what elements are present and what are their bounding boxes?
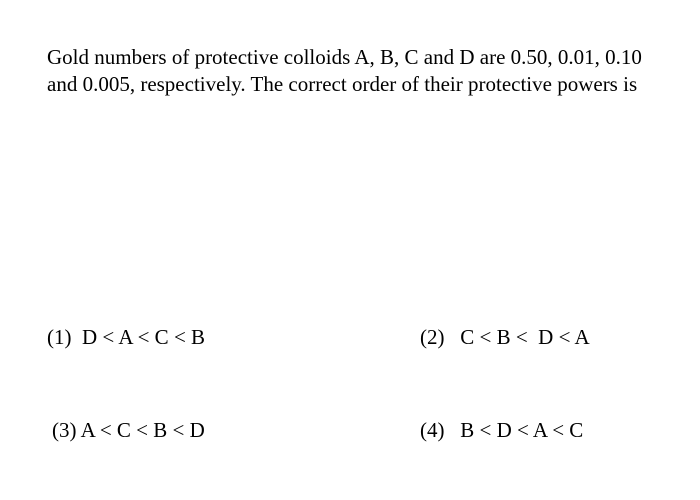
option-4: (4) B < D < A < C [420, 418, 584, 442]
question-text: Gold numbers of protective colloids A, B, C and D are 0.50, 0.01, 0.10 and 0.005, respectively. The correct order of their protective powers is [47, 45, 642, 96]
option-1: (1) D < A < C < B [47, 325, 206, 349]
option-3: (3) A < C < B < D [52, 418, 205, 442]
option-2: (2) C < B < D < A [420, 325, 590, 349]
